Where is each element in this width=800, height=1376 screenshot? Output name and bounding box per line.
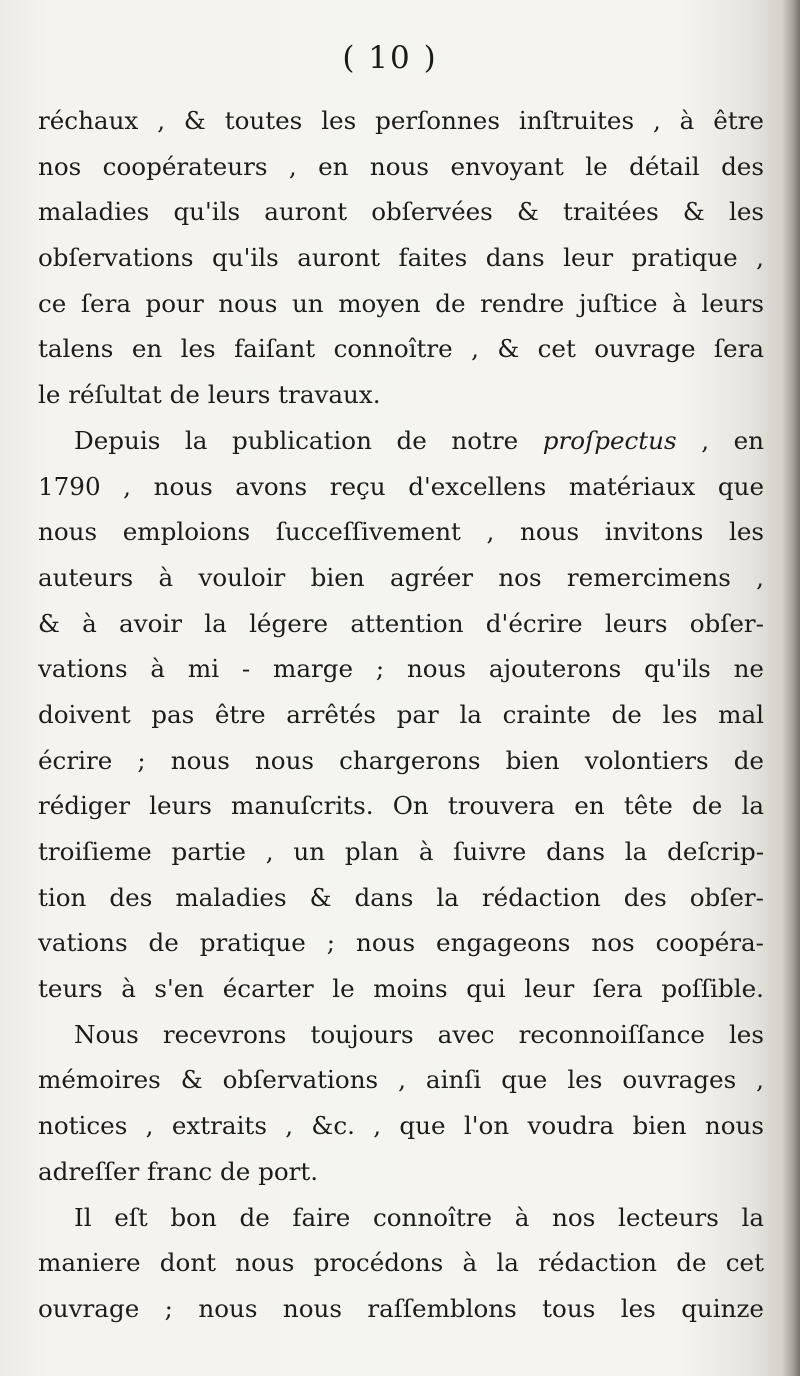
text-line: vations de pratique ; nous engageons nos coopéra- (38, 928, 764, 958)
paragraph-start-line: Nous recevrons toujours avec reconnoiſſance les (74, 1019, 764, 1049)
text-line: écrire ; nous nous chargerons bien volontiers de (38, 745, 764, 775)
text-line: obſervations qu'ils auront faites dans leur pratique , (38, 243, 764, 273)
text-line: ouvrage ; nous nous raſſemblons tous les quinze (38, 1293, 764, 1323)
text-line: maniere dont nous procédons à la rédaction de cet (38, 1248, 764, 1278)
text-line: ce ſera pour nous un moyen de rendre juſtice à leurs (38, 288, 764, 318)
text-line: notices , extraits , &c. , que l'on voudra bien nous (38, 1111, 764, 1141)
text-line: talens en les faiſant connoître , & cet ouvrage ſera (38, 334, 764, 364)
text-line: auteurs à vouloir bien agréer nos remercimens , (38, 562, 764, 592)
page-edge-shadow (782, 0, 800, 1376)
text-line: doivent pas être arrêtés par la crainte de les mal (38, 699, 764, 729)
paragraph-start-line (38, 418, 764, 464)
text-line: tion des maladies & dans la rédaction des obſer- (38, 882, 764, 912)
text-line: nous emploions ſucceſſivement , nous invitons les (38, 517, 764, 547)
paragraph-start-line: Il eſt bon de faire connoître à nos lecteurs la (74, 1202, 764, 1232)
text-line: 1790 , nous avons reçu d'excellens matériaux que (38, 471, 764, 501)
text-line: réchaux , & toutes les perſonnes inſtruites , à être (38, 106, 764, 135)
body-text (38, 98, 764, 1332)
page-number: ( 10 ) (342, 40, 438, 76)
text-line: rédiger leurs manuſcrits. On trouvera en tête de la (38, 791, 764, 821)
text-span: Depuis la publication de notre (74, 425, 519, 455)
text-line: le réſultat de leurs travaux. (38, 380, 381, 410)
text-line: vations à mi - marge ; nous ajouterons qu'ils ne (38, 654, 764, 684)
text-line: & à avoir la légere attention d'écrire leurs obſer- (38, 608, 764, 638)
text-span: , en (701, 425, 764, 455)
text-line: nos coopérateurs , en nous envoyant le détail des (38, 151, 764, 181)
text-line: adreſſer franc de port. (38, 1156, 319, 1186)
text-line: troiſieme partie , un plan à ſuivre dans la deſcrip- (38, 837, 764, 866)
text-line: maladies qu'ils auront obſervées & traitées & les (38, 197, 764, 227)
emphasis-word: proſpectus (542, 425, 677, 455)
text-line: mémoires & obſervations , ainſi que les ouvrages , (38, 1065, 764, 1095)
text-line: teurs à s'en écarter le moins qui leur ſera poſſible. (38, 974, 764, 1004)
